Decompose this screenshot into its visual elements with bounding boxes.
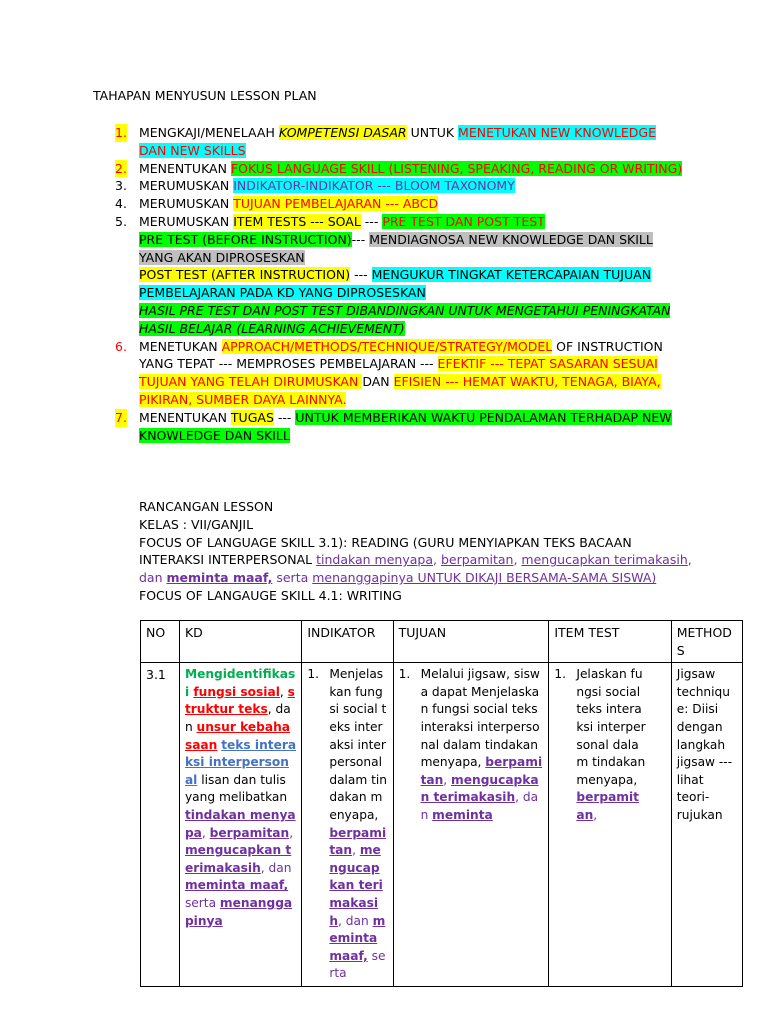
kd-text: , bbox=[279, 684, 288, 699]
step-number: 3. bbox=[115, 178, 127, 194]
step-7 bbox=[115, 409, 685, 445]
step-highlight: EFEKTIF --- TEPAT SASARAN SESUAI TUJUAN YANG TELAH DIRUMUSKAN bbox=[139, 356, 658, 390]
lesson-table bbox=[140, 620, 743, 987]
step-text: MERUMUSKAN bbox=[139, 178, 234, 194]
kd-text: , dan bbox=[260, 860, 292, 875]
step-number: 5. bbox=[115, 213, 127, 229]
step-highlight: MENETUKAN NEW KNOWLEDGE DAN NEW SKILLS bbox=[139, 125, 656, 158]
purple-term: berpamitan bbox=[440, 552, 514, 568]
col-header: NO bbox=[141, 621, 180, 663]
sep: , bbox=[513, 552, 522, 568]
step-text: MENENTUKAN bbox=[139, 409, 231, 425]
step-number: 1. bbox=[115, 125, 127, 140]
step-4 bbox=[115, 195, 685, 213]
kd-term: mengucapkan terimakasih bbox=[184, 843, 292, 875]
kd-term: meminta maaf, bbox=[184, 878, 289, 893]
rancangan-section bbox=[139, 498, 699, 605]
col-header: ITEM TEST bbox=[549, 621, 671, 663]
step-highlight: ITEM TESTS --- SOAL bbox=[233, 213, 361, 229]
cell-indikator bbox=[302, 663, 393, 987]
kd-text: serta bbox=[184, 895, 220, 910]
focus-writing: FOCUS OF LANGAUGE SKILL 4.1: WRITING bbox=[139, 587, 402, 603]
cell-text: , dan bbox=[338, 913, 373, 928]
step-highlight: EFISIEN --- HEMAT WAKTU, TENAGA, BIAYA, PIKIRAN, SUMBER DAYA LAINNYA. bbox=[139, 374, 661, 407]
step-5 bbox=[115, 213, 685, 338]
cell-kd bbox=[179, 663, 301, 987]
kd-text: Mengidentifikasi bbox=[184, 667, 296, 699]
col-header: TUJUAN bbox=[393, 621, 549, 663]
kd-term: unsur kebahasaan bbox=[184, 719, 290, 752]
cell-term: berpamitan bbox=[576, 790, 639, 822]
step-text: OF INSTRUCTION YANG TEPAT --- MEMPROSES PEMBELAJARAN --- bbox=[139, 338, 663, 372]
purple-term: mengucapkan terimakasih bbox=[521, 552, 688, 568]
col-header: KD bbox=[179, 621, 301, 663]
step-text: --- bbox=[350, 267, 372, 283]
cell-item-test bbox=[549, 663, 671, 987]
step-text: UNTUK bbox=[406, 125, 459, 140]
cell-methods bbox=[671, 663, 742, 987]
step-number: 7. bbox=[115, 409, 127, 425]
step-highlight: TUJUAN PEMBELAJARAN --- ABCD bbox=[233, 196, 439, 212]
step-highlight: FOKUS LANGUAGE SKILL (LISTENING, SPEAKING, READING OR WRITING) bbox=[230, 160, 683, 176]
kd-term: fungsi sosial bbox=[193, 684, 280, 699]
cell-term: meminta bbox=[432, 807, 493, 822]
list-number: 1. bbox=[554, 667, 566, 682]
step-highlight: TUGAS bbox=[230, 409, 274, 425]
kd-term: berpamitan bbox=[209, 825, 290, 840]
step-text: DAN bbox=[362, 374, 394, 390]
step-highlight: INDIKATOR-INDIKATOR --- BLOOM TAXONOMY bbox=[233, 178, 515, 194]
pre-test-label: PRE TEST (BEFORE INSTRUCTION) bbox=[139, 231, 352, 247]
step-text: --- bbox=[360, 213, 383, 229]
sep: , dan bbox=[139, 552, 692, 586]
pre-test-desc: MENDIAGNOSA NEW KNOWLEDGE DAN SKILL YANG AKAN DIPROSESKAN bbox=[139, 231, 653, 265]
step-text: MENGKAJI/MENELAAH bbox=[139, 125, 279, 140]
step-number: 2. bbox=[115, 160, 127, 176]
rancangan-title: RANCANGAN LESSON bbox=[139, 499, 274, 514]
cell-text: , bbox=[443, 772, 452, 787]
table-row bbox=[141, 663, 743, 987]
purple-term: tindakan menyapa bbox=[316, 552, 434, 568]
focus-reading bbox=[139, 534, 699, 587]
post-test-label: POST TEST (AFTER INSTRUCTION) bbox=[139, 267, 351, 283]
cell-text: , dan bbox=[420, 790, 539, 822]
cell-tujuan bbox=[393, 663, 549, 987]
purple-term: meminta maaf, bbox=[166, 570, 273, 586]
kd-text: , bbox=[289, 825, 294, 840]
step-text: MERUMUSKAN bbox=[139, 213, 234, 229]
cell-text: serta bbox=[329, 948, 386, 981]
step-6 bbox=[115, 338, 685, 409]
step-text: MENENTUKAN bbox=[139, 160, 231, 176]
cell-text: , bbox=[352, 843, 360, 858]
step-number: 6. bbox=[115, 338, 127, 354]
steps-list bbox=[115, 124, 685, 444]
step-highlight: APPROACH/METHODS/TECHNIQUE/STRATEGY/MODEL bbox=[221, 338, 553, 354]
cell-text: Menjelaskan fungsi social teks interaksi interpersonal dalam tindakan menyapa, bbox=[329, 667, 388, 822]
cell-term: berpamitan bbox=[329, 825, 387, 858]
kelas-line: KELAS : VII/GANJIL bbox=[139, 516, 254, 532]
kd-text: , dan bbox=[184, 702, 291, 734]
step-2 bbox=[115, 160, 685, 178]
col-header: INDIKATOR bbox=[302, 621, 393, 663]
step-1 bbox=[115, 124, 685, 160]
kd-text: lisan dan tulis yang melibatkan bbox=[184, 772, 288, 805]
document-title: TAHAPAN MENYUSUN LESSON PLAN bbox=[93, 88, 317, 103]
step-text: MENETUKAN bbox=[139, 338, 222, 354]
kd-term: teks interaksi interpersonal bbox=[184, 737, 297, 787]
table-header-row bbox=[141, 621, 743, 663]
kd-term: struktur teks bbox=[184, 684, 295, 717]
cell-term: meminta maaf, bbox=[329, 913, 386, 963]
step-number: 4. bbox=[115, 196, 127, 212]
cell-term: mengucapkan terimakasih bbox=[329, 843, 383, 928]
step-3 bbox=[115, 177, 685, 195]
step-text: --- bbox=[351, 231, 370, 247]
list-number: 1. bbox=[307, 667, 319, 682]
focus-text: FOCUS OF LANGUAGE SKILL 3.1): READING (GURU MENYIAPKAN TEKS BACAAN INTERAKSI INTERPERSONAL bbox=[139, 534, 632, 568]
cell-no: 3.1 bbox=[141, 663, 180, 987]
col-header: METHODS bbox=[671, 621, 742, 663]
step-text: --- bbox=[273, 409, 296, 425]
cell-term: berpamitan bbox=[420, 755, 543, 787]
cell-text: , bbox=[593, 807, 598, 822]
sep: serta bbox=[272, 570, 313, 586]
sep: , bbox=[433, 552, 441, 568]
step-text: MERUMUSKAN bbox=[139, 196, 234, 212]
cell-text: Melalui jigsaw, siswa dapat Menjelaskan fungsi social teks interaksi interpersonal dalam tindakan menyapa, bbox=[420, 667, 540, 770]
step-highlight: UNTUK MEMBERIKAN WAKTU PENDALAMAN TERHADAP NEW KNOWLEDGE DAN SKILL bbox=[139, 409, 672, 443]
cell-text: Jelaskan fungsi social teks interaksi interpersonal dalam tindakan menyapa, bbox=[576, 667, 646, 787]
post-test-desc: MENGUKUR TINGKAT KETERCAPAIAN TUJUAN PEMBELAJARAN PADA KD YANG DIPROSESKAN bbox=[139, 267, 652, 301]
methods-text: Jigsaw technique: Diisi dengan langkah jigsaw --- lihat teori-rujukan bbox=[676, 667, 733, 822]
hasil-note: HASIL PRE TEST DAN POST TEST DIBANDINGKAN UNTUK MENGETAHUI PENINGKATAN HASIL BELAJAR (LEARNING ACHIEVEMENT) bbox=[139, 302, 671, 336]
step-highlight: PRE TEST DAN POST TEST bbox=[382, 213, 545, 229]
cell-term: mengucapkan terimakasih bbox=[420, 772, 539, 805]
kd-text: , bbox=[201, 825, 210, 840]
list-number: 1. bbox=[398, 667, 411, 682]
step-highlight: KOMPETENSI DASAR bbox=[278, 125, 407, 140]
purple-term: menanggapinya UNTUK DIKAJI BERSAMA-SAMA SISWA) bbox=[312, 570, 657, 586]
kd-term: tindakan menyapa bbox=[184, 807, 296, 840]
kd-term: menanggapinya bbox=[184, 895, 293, 928]
